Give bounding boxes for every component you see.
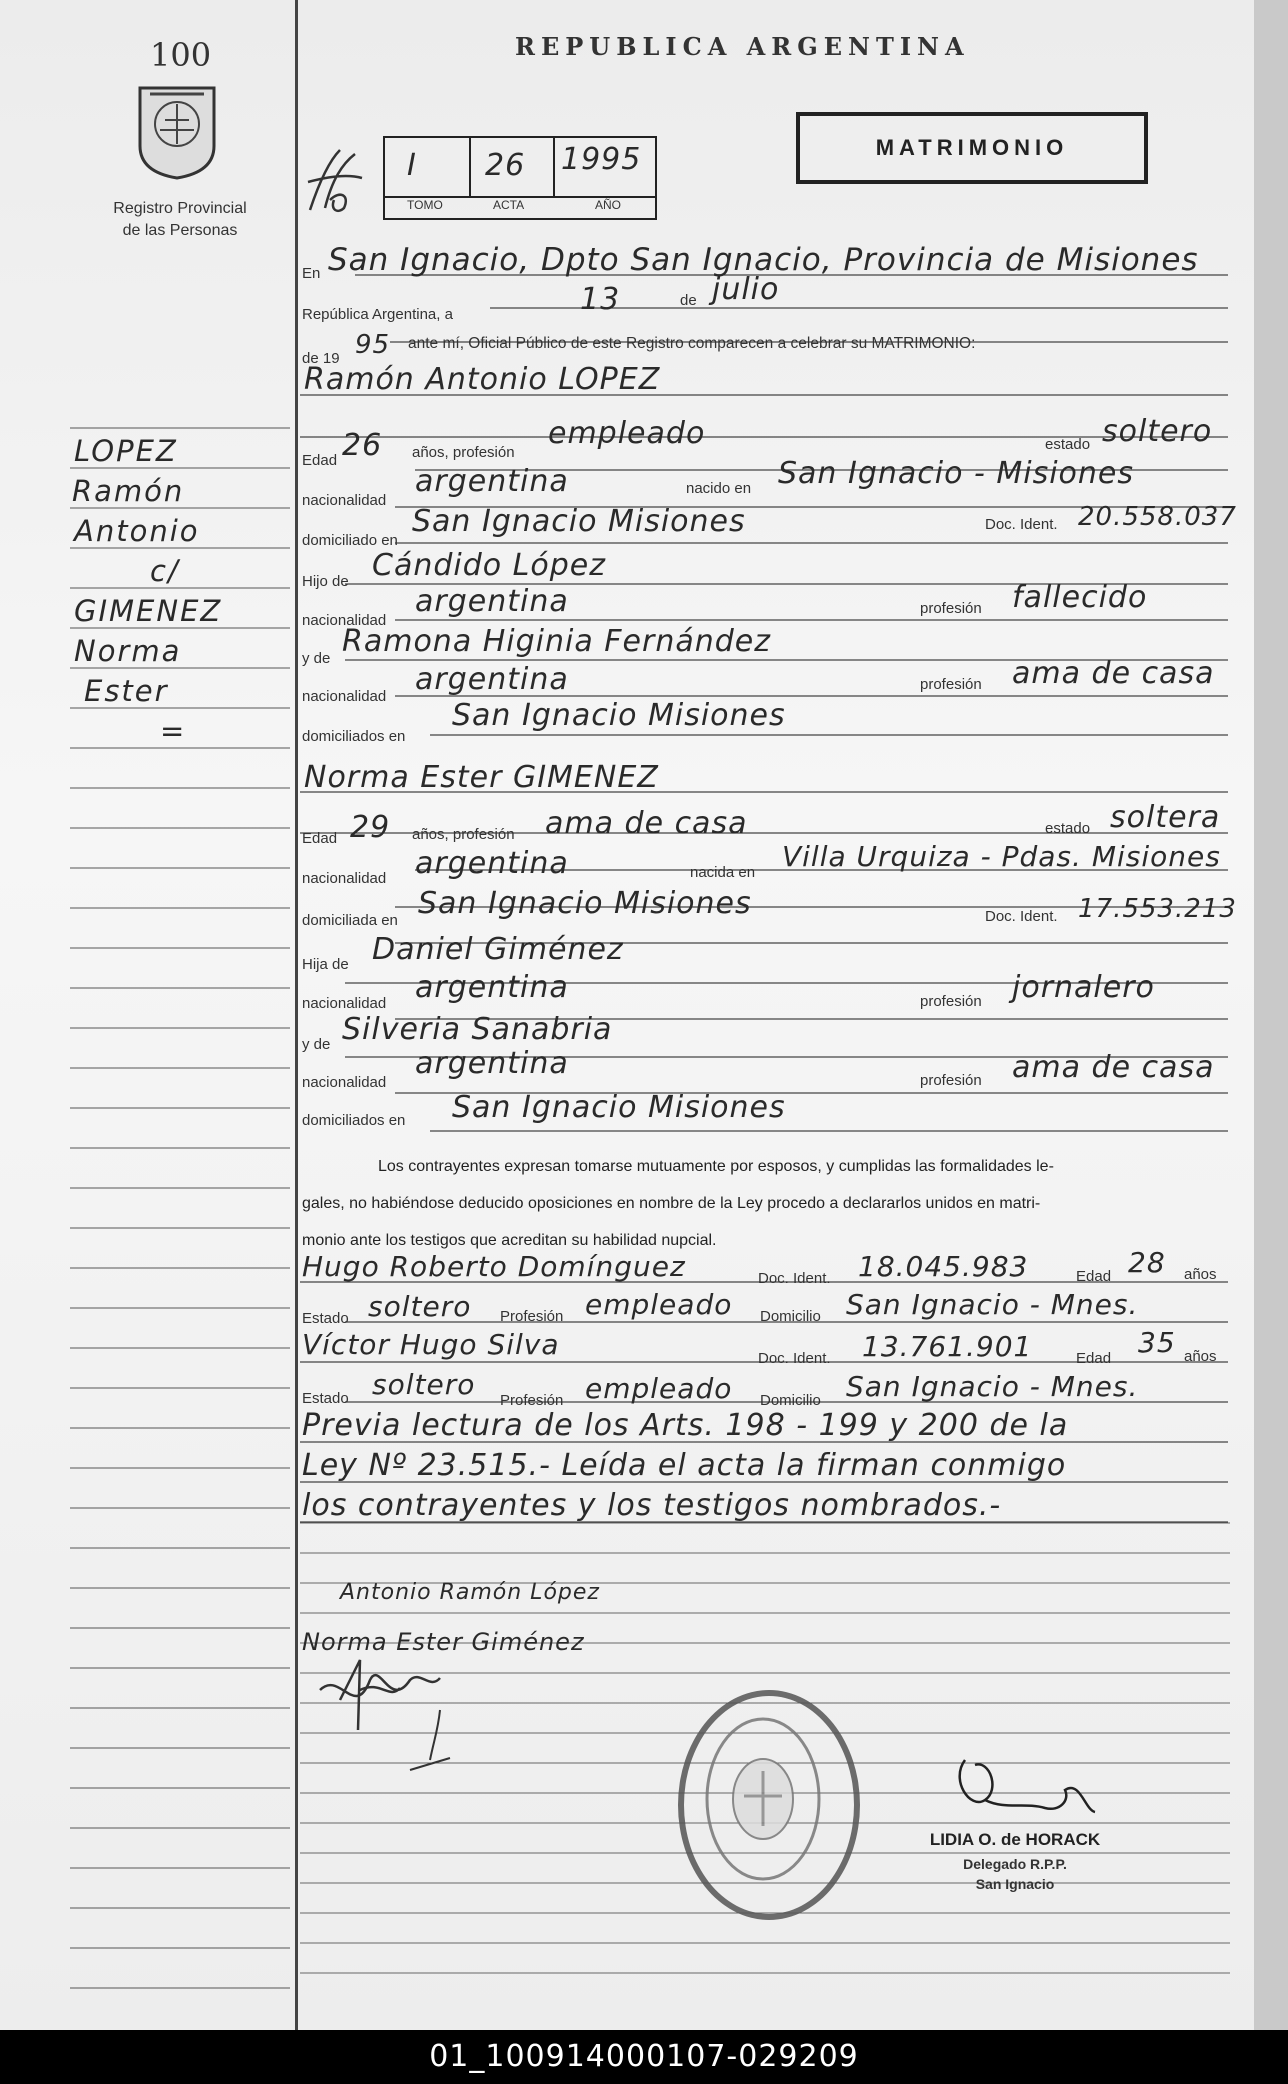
witness1-age: 28 xyxy=(1128,1246,1166,1279)
witness1-doc: 18.045.983 xyxy=(858,1250,1029,1283)
initials-mark xyxy=(300,140,370,220)
label-doc-ident: Doc. Ident. xyxy=(985,908,1058,925)
label-doc-ident: Doc. Ident. xyxy=(758,1350,831,1367)
groom-domicile: San Ignacio Misiones xyxy=(412,504,746,539)
witness1-profession: empleado xyxy=(585,1288,733,1321)
witness2-name: Víctor Hugo Silva xyxy=(302,1328,560,1361)
label-anos: años xyxy=(1184,1348,1217,1365)
officer-place: San Ignacio xyxy=(975,1876,1055,1892)
label-edad: Edad xyxy=(302,830,338,847)
intro-statement: ante mí, Oficial Público de este Registro comparecen a celebrar su MATRIMONIO: xyxy=(408,335,976,352)
label-profesion: profesión xyxy=(920,1072,982,1089)
label-domiciliada-en: domiciliada en xyxy=(302,912,398,929)
label-anos-profesion: años, profesión xyxy=(412,826,515,843)
signature-groom: Antonio Ramón López xyxy=(340,1580,600,1605)
label-domiciliado-en: domiciliado en xyxy=(302,532,398,549)
label-nacionalidad: nacionalidad xyxy=(302,492,387,509)
closing-line: los contrayentes y los testigos nombrados.- xyxy=(302,1488,1002,1523)
witness2-status: soltero xyxy=(372,1368,476,1401)
officer-signature-mark xyxy=(945,1740,1135,1830)
declaration-text xyxy=(302,1148,1226,1259)
margin-name-line: LOPEZ xyxy=(74,434,178,468)
tomo-value: I xyxy=(407,148,417,183)
label-y-de: y de xyxy=(302,1036,331,1053)
bride-profession: ama de casa xyxy=(545,806,748,841)
acta-value: 26 xyxy=(485,148,526,183)
bride-name: Norma Ester GIMENEZ xyxy=(304,760,659,795)
margin-name-line: = xyxy=(160,714,187,748)
bride-birthplace: Villa Urquiza - Pdas. Misiones xyxy=(782,840,1221,873)
label-domiciliados-en: domiciliados en xyxy=(302,728,406,745)
label-doc-ident: Doc. Ident. xyxy=(758,1270,831,1287)
declaration-line: gales, no habiéndose deducido oposiciones en nombre de la Ley procedo a declararlos unidos en matri- xyxy=(302,1195,1041,1212)
groom-father: Cándido López xyxy=(372,548,606,583)
groom-mother-nationality: argentina xyxy=(415,662,569,697)
margin-name-line: Antonio xyxy=(74,514,200,548)
label-nacionalidad: nacionalidad xyxy=(302,1074,387,1091)
groom-parents-domicile: San Ignacio Misiones xyxy=(452,698,786,733)
declaration-line: Los contrayentes expresan tomarse mutuamente por esposos, y cumplidas las formalidades le- xyxy=(378,1158,1054,1175)
margin-name-line: c/ xyxy=(150,554,180,588)
label-estado: estado xyxy=(1045,436,1091,453)
bride-father: Daniel Giménez xyxy=(372,932,624,967)
day-value: 13 xyxy=(580,282,621,317)
record-number-box xyxy=(383,136,657,220)
label-estado: estado xyxy=(1045,820,1091,837)
label-profesion-w: Profesión xyxy=(500,1308,564,1325)
label-anos-profesion: años, profesión xyxy=(412,444,515,461)
witness2-doc: 13.761.901 xyxy=(862,1330,1033,1363)
seal-emblem-icon xyxy=(684,1696,842,1902)
bride-status: soltera xyxy=(1110,800,1221,835)
bride-domicile: San Ignacio Misiones xyxy=(418,886,752,921)
label-profesion: profesión xyxy=(920,600,982,617)
groom-nationality: argentina xyxy=(415,464,569,499)
closing-text xyxy=(302,1408,1228,1528)
de-label: de xyxy=(680,292,697,309)
officer-name: LIDIA O. de HORACK xyxy=(929,1830,1101,1849)
margin-name-line: Ramón xyxy=(72,474,185,508)
ano-label: AÑO xyxy=(595,198,622,212)
closing-line: Ley Nº 23.515.- Leída el acta la firman conmigo xyxy=(302,1448,1067,1483)
label-doc-ident: Doc. Ident. xyxy=(985,516,1058,533)
country-label: República Argentina, a xyxy=(302,306,453,323)
country-heading: REPUBLICA ARGENTINA xyxy=(515,32,970,61)
groom-age: 26 xyxy=(342,428,383,463)
label-profesion: profesión xyxy=(920,676,982,693)
year-suffix: 95 xyxy=(355,330,391,360)
label-anos: años xyxy=(1184,1266,1217,1283)
margin-name-line: Norma xyxy=(74,634,182,668)
tomo-label: TOMO xyxy=(407,198,443,212)
bride-nationality: argentina xyxy=(415,846,569,881)
groom-father-profession: fallecido xyxy=(1012,580,1148,615)
label-hijo-de: Hijo de xyxy=(302,573,349,590)
label-nacionalidad: nacionalidad xyxy=(302,688,387,705)
official-seal xyxy=(678,1690,860,1920)
label-domicilio: Domicilio xyxy=(760,1308,821,1325)
margin-name-line: GIMENEZ xyxy=(74,594,223,628)
label-domicilio: Domicilio xyxy=(760,1392,821,1409)
ano-value: 1995 xyxy=(561,142,642,177)
bride-parents-domicile: San Ignacio Misiones xyxy=(452,1090,786,1125)
witness2-domicile: San Ignacio - Mnes. xyxy=(846,1370,1139,1403)
en-label: En xyxy=(302,265,321,282)
witness2-age: 35 xyxy=(1138,1326,1176,1359)
groom-father-nationality: argentina xyxy=(415,584,569,619)
provincial-seal-icon xyxy=(132,80,222,180)
bride-mother-nationality: argentina xyxy=(415,1046,569,1081)
witness1-domicile: San Ignacio - Mnes. xyxy=(846,1288,1139,1321)
label-profesion: profesión xyxy=(920,993,982,1010)
witness1-name: Hugo Roberto Domínguez xyxy=(302,1250,686,1283)
witness1-status: soltero xyxy=(368,1290,472,1323)
officer-title: Delegado R.P.P. xyxy=(963,1856,1067,1872)
label-edad-w: Edad xyxy=(1076,1350,1112,1367)
bride-mother-profession: ama de casa xyxy=(1012,1050,1215,1085)
registry-line-1: Registro Provincial xyxy=(113,200,247,217)
label-estado-w: Estado xyxy=(302,1310,349,1327)
signature-bride: Norma Ester Giménez xyxy=(302,1628,585,1656)
registry-line-2: de las Personas xyxy=(122,222,238,239)
label-domiciliados-en: domiciliados en xyxy=(302,1112,406,1129)
label-nacionalidad: nacionalidad xyxy=(302,870,387,887)
groom-mother: Ramona Higinia Fernández xyxy=(342,624,771,659)
label-estado-w: Estado xyxy=(302,1390,349,1407)
place-value: San Ignacio, Dpto San Ignacio, Provincia de Misiones xyxy=(328,242,1199,278)
record-type-box: MATRIMONIO xyxy=(796,112,1148,184)
label-nacida-en: nacida en xyxy=(690,864,756,881)
margin-name-line: Ester xyxy=(84,674,169,708)
label-edad: Edad xyxy=(302,452,338,469)
bride-father-nationality: argentina xyxy=(415,970,569,1005)
bride-father-profession: jornalero xyxy=(1012,970,1155,1005)
officer-block xyxy=(905,1830,1125,1892)
margin-names xyxy=(70,434,290,754)
groom-profession: empleado xyxy=(548,416,706,451)
groom-status: soltero xyxy=(1102,414,1213,449)
declaration-line: monio ante los testigos que acreditan su habilidad nupcial. xyxy=(302,1232,717,1249)
acta-label: ACTA xyxy=(493,198,525,212)
registry-name xyxy=(90,198,270,242)
document-id: 01_100914000107-029209 xyxy=(0,2030,1288,2084)
year-prefix: de 19 xyxy=(302,350,340,367)
closing-line: Previa lectura de los Arts. 198 - 199 y 200 de la xyxy=(302,1408,1069,1443)
witness-signatures-mark xyxy=(300,1560,660,1800)
groom-birthplace: San Ignacio - Misiones xyxy=(778,456,1134,491)
label-nacionalidad: nacionalidad xyxy=(302,995,387,1012)
bride-doc: 17.553.213 xyxy=(1078,894,1237,924)
month-value: julio xyxy=(712,272,780,307)
label-hija-de: Hija de xyxy=(302,956,349,973)
witness2-profession: empleado xyxy=(585,1372,733,1405)
label-y-de: y de xyxy=(302,650,331,667)
label-nacionalidad: nacionalidad xyxy=(302,612,387,629)
label-nacido-en: nacido en xyxy=(686,480,752,497)
bride-age: 29 xyxy=(350,810,391,845)
groom-doc: 20.558.037 xyxy=(1078,502,1237,532)
groom-name: Ramón Antonio LOPEZ xyxy=(304,362,661,397)
page-number: 100 xyxy=(150,36,212,74)
bride-mother: Silveria Sanabria xyxy=(342,1012,613,1047)
groom-mother-profession: ama de casa xyxy=(1012,656,1215,691)
label-profesion-w: Profesión xyxy=(500,1392,564,1409)
label-edad-w: Edad xyxy=(1076,1268,1112,1285)
